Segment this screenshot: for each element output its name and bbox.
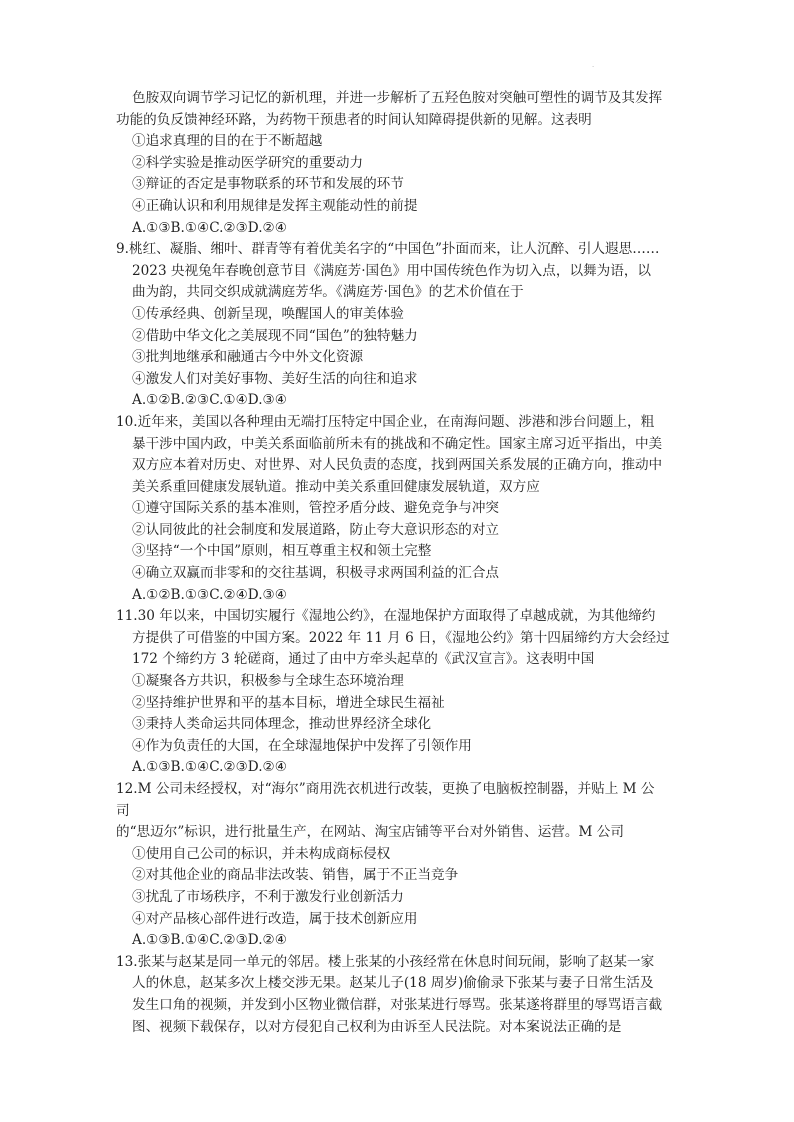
question-content bbox=[116, 88, 694, 1038]
option-3: ③秉持人类命运共同体理念，推动世界经济全球化 bbox=[132, 716, 432, 733]
option-2: ②对其他企业的商品非法改装、销售，属于不正当竞争 bbox=[132, 867, 459, 884]
stem-line: 9.桃红、凝脂、缃叶、群青等有着优美名字的“中国色”扑面而来，让人沉醉、引人遐思…… bbox=[116, 241, 660, 258]
stem-line: 13.张某与赵某是同一单元的邻居。楼上张某的小孩经常在休息时间玩闹，影响了赵某一家 bbox=[116, 953, 655, 970]
stem-line: 11.30 年以来，中国切实履行《湿地公约》，在湿地保护方面取得了卓越成就，为其他缔约 bbox=[116, 608, 656, 625]
option-3: ③批判地继承和融通古今中外文化资源 bbox=[132, 349, 364, 366]
option-4: ④正确认识和利用规律是发挥主观能动性的前提 bbox=[132, 197, 418, 214]
option-4: ④作为负责任的大国，在全球湿地保护中发挥了引领作用 bbox=[132, 737, 472, 754]
stem-line: 12.M 公司未经授权，对“海尔”商用洗衣机进行改装，更换了电脑板控制器，并贴上 M 公 bbox=[116, 781, 655, 797]
answer-choices: A.①③B.①④C.②③D.②④ bbox=[132, 759, 287, 776]
question-13 bbox=[116, 952, 694, 1038]
stem-line: 方提供了可借鉴的中国方案。2022 年 11 月 6 日，《湿地公约》第十四届缔约方大会经过 bbox=[132, 629, 670, 646]
stem-line: 功能的负反馈神经环路，为药物干预患者的时间认知障碍提供新的见解。这表明 bbox=[116, 111, 592, 128]
question-11 bbox=[116, 606, 694, 779]
stem-line: 曲为韵，共同交织成就满庭芳华。《满庭芳·国色》的艺术价值在于 bbox=[132, 284, 524, 301]
option-4: ④对产品核心部件进行改造，属于技术创新应用 bbox=[132, 910, 418, 927]
question-10 bbox=[116, 412, 694, 606]
option-2: ②坚持维护世界和平的基本目标，增进全球民生福祉 bbox=[132, 694, 445, 711]
stem-line: 图、视频下载保存，以对方侵犯自己权利为由诉至人民法院。对本案说法正确的是 bbox=[132, 1018, 622, 1035]
option-2: ②借助中华文化之美展现不同“国色”的独特魅力 bbox=[132, 327, 418, 344]
option-3: ③坚持“一个中国”原则，相互尊重主权和领土完整 bbox=[132, 543, 432, 560]
option-4: ④确立双赢而非零和的交往基调，积极寻求两国利益的汇合点 bbox=[132, 565, 500, 582]
option-2: ②认同彼此的社会制度和发展道路，防止夸大意识形态的对立 bbox=[132, 521, 500, 538]
header-mark: · bbox=[592, 64, 594, 71]
stem-line: 10.近年来，美国以各种理由无端打压特定中国企业，在南海问题、涉港和涉台问题上，粗 bbox=[116, 413, 655, 430]
answer-choices: A.①②B.②③C.①④D.③④ bbox=[132, 392, 287, 409]
option-1: ①传承经典、创新呈现，唤醒国人的审美体验 bbox=[132, 305, 404, 322]
option-3: ③辩证的否定是事物联系的环节和发展的环节 bbox=[132, 176, 404, 193]
stem-line: 暴干涉中国内政，中美关系面临前所未有的挑战和不确定性。国家主席习近平指出，中美 bbox=[132, 435, 663, 452]
stem-line: 人的休息，赵某多次上楼交涉无果。赵某儿子(18 周岁)偷偷录下张某与妻子日常生活及 bbox=[132, 975, 654, 992]
question-8-continuation bbox=[116, 88, 694, 239]
option-1: ①遵守国际关系的基本准则，管控矛盾分歧、避免竞争与冲突 bbox=[132, 500, 500, 517]
option-1: ①追求真理的目的在于不断超越 bbox=[132, 133, 323, 150]
stem-line: 美关系重回健康发展轨道。推动中美关系重回健康发展轨道，双方应 bbox=[132, 478, 540, 495]
stem-line: 2023 央视兔年春晚创意节目《满庭芳·国色》用中国传统色作为切入点，以舞为语，以 bbox=[132, 262, 652, 279]
stem-line: 双方应本着对历史、对世界、对人民负责的态度，找到两国关系发展的正确方向，推动中 bbox=[132, 457, 663, 474]
answer-choices: A.①②B.①③C.②④D.③④ bbox=[132, 586, 287, 603]
answer-choices: A.①③B.①④C.②③D.②④ bbox=[132, 932, 287, 949]
question-12 bbox=[116, 779, 694, 952]
stem-line: 司 bbox=[116, 802, 130, 819]
stem-line: 172 个缔约方 3 轮磋商，通过了由中方牵头起草的《武汉宣言》。这表明中国 bbox=[132, 651, 595, 668]
option-1: ①凝聚各方共识，积极参与全球生态环境治理 bbox=[132, 673, 404, 690]
option-1: ①使用自己公司的标识，并未构成商标侵权 bbox=[132, 845, 391, 862]
answer-choices: A.①③B.①④C.②③D.②④ bbox=[132, 219, 287, 236]
stem-line: 色胺双向调节学习记忆的新机理，并进一步解析了五羟色胺对突触可塑性的调节及其发挥 bbox=[132, 90, 663, 106]
stem-line: 发生口角的视频，并发到小区物业微信群，对张某进行辱骂。张某遂将群里的辱骂语言截 bbox=[132, 996, 663, 1013]
stem-line: 的“思迈尔”标识，进行批量生产，在网站、淘宝店铺等平台对外销售、运营。M 公司 bbox=[116, 824, 624, 841]
option-4: ④激发人们对美好事物、美好生活的向往和追求 bbox=[132, 370, 418, 387]
option-3: ③扰乱了市场秩序，不利于激发行业创新活力 bbox=[132, 888, 404, 905]
option-2: ②科学实验是推动医学研究的重要动力 bbox=[132, 154, 364, 171]
question-9 bbox=[116, 239, 694, 412]
